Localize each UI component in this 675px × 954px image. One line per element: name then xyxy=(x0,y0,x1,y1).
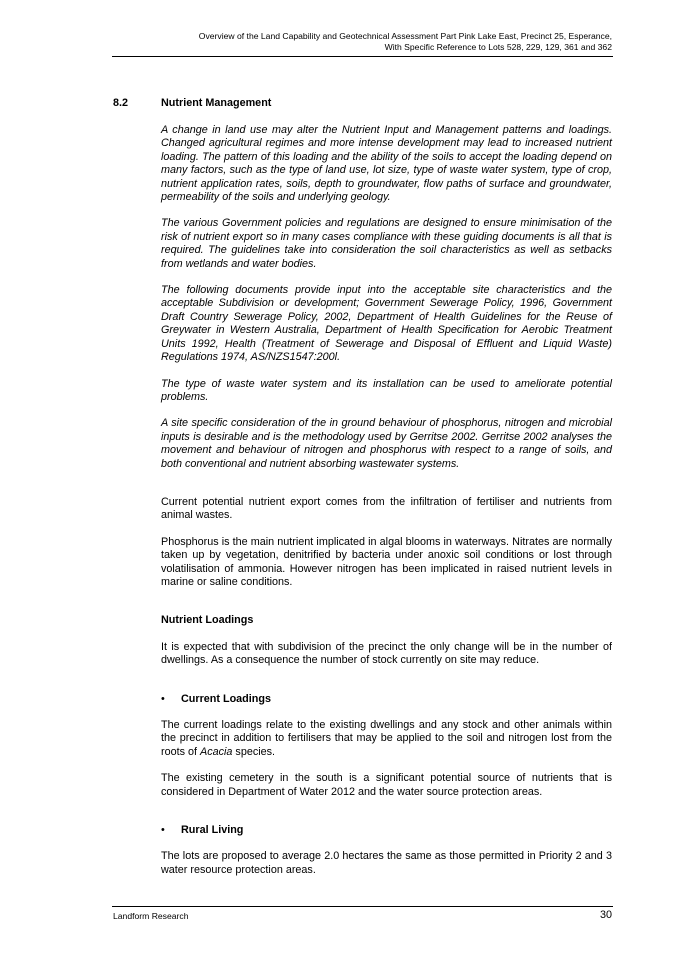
bullet-dot: • xyxy=(161,824,165,837)
paragraph-waste-water-system: The type of waste water system and its installation can be used to ameliorate potential problems. xyxy=(161,377,612,403)
section-title: Nutrient Management xyxy=(161,97,272,109)
footer-rule xyxy=(112,906,613,907)
paragraph-current-export: Current potential nutrient export comes from the infiltration of fertiliser and nutrients from animal wastes. xyxy=(161,495,612,522)
bullet-dot: • xyxy=(161,692,165,705)
paragraph-site-specific: A site specific consideration of the in ground behaviour of phosphorus, nitrogen and microbial inputs is desirable and is the methodology used by Gerritse 2002. Gerritse 2002 analyses the movement and behaviour of nitrogen and phosphorus with respect to a range of soils, and both conventional and nutrient absorbing wastewater systems. xyxy=(161,417,612,470)
bullet-current-loadings xyxy=(161,693,612,706)
paragraph-current-loadings xyxy=(161,719,612,759)
paragraph-cemetery: The existing cemetery in the south is a significant potential source of nutrients that is considered in Department of Water 2012 and the water source protection areas. xyxy=(161,772,612,798)
current-loadings-text-2: species. xyxy=(232,745,276,758)
body-content xyxy=(161,124,612,890)
paragraph-subdivision: It is expected that with subdivision of the precinct the only change will be in the number of dwellings. As a consequence the number of stock currently on site may reduce. xyxy=(161,640,612,667)
bullet-rural-living xyxy=(161,824,612,837)
current-loadings-text-1: The current loadings relate to the existing dwellings and any stock and other animals within the precinct in addition to fertilisers that may be applied to the soil and nitrogen lost from the roots of xyxy=(161,719,612,758)
running-header xyxy=(112,31,612,53)
paragraph-documents: The following documents provide input into the acceptable site characteristics and the acceptable Subdivision or development; Government Sewerage Policy, 1996, Government Draft Country Sewerage Policy, 2002, Department of Health Guidelines for the Reuse of Greywater in Western Australia, Department of Health Specification for Aerobic Treatment Units 1992, Health (Treatment of Sewerage and Disposal of Effluent and Liquid Waste) Regulations 1974, AS/NZS1547:200l. xyxy=(161,284,612,364)
heading-current-loadings: Current Loadings xyxy=(181,692,271,705)
footer-organisation: Landform Research xyxy=(113,911,189,921)
paragraph-nutrient-input: A change in land use may alter the Nutrient Input and Management patterns and loadings. Changed agricultural regimes and more intense development may lead to increased nutrient loading. The pattern of this loading and the ability of the soils to accept the loading depend on many factors, such as the type of land use, lot size, type of waste water system, type of crop, nutrient application rates, soils, depth to groundwater, flow paths of surface and groundwater, permeability of the soils and underlying geology. xyxy=(161,124,612,204)
species-name-acacia: Acacia xyxy=(200,745,233,758)
heading-rural-living: Rural Living xyxy=(181,824,244,837)
page-number: 30 xyxy=(599,909,612,921)
paragraph-rural-living: The lots are proposed to average 2.0 hectares the same as those permitted in Priority 2 and 3 water resource protection areas. xyxy=(161,850,612,876)
header-line-1: Overview of the Land Capability and Geotechnical Assessment Part Pink Lake East, Precinct 25, Esperance, xyxy=(198,31,612,41)
header-rule xyxy=(112,56,613,57)
paragraph-government-policies: The various Government policies and regulations are designed to ensure minimisation of the risk of nutrient export so in many cases compliance with these guiding documents is all that is required. The guidelines take into consideration the soil characteristics as well as setbacks from wetlands and water bodies. xyxy=(161,217,612,270)
header-line-2: With Specific Reference to Lots 528, 229, 129, 361 and 362 xyxy=(384,42,612,53)
paragraph-phosphorus: Phosphorus is the main nutrient implicated in algal blooms in waterways. Nitrates are normally taken up by vegetation, denitrified by bacteria under anoxic soil conditions or lost through volatilisation of ammonia. However nitrogen has been implicated in raised nutrient levels in marine or saline conditions. xyxy=(161,535,612,588)
heading-nutrient-loadings: Nutrient Loadings xyxy=(161,614,254,627)
section-number: 8.2 xyxy=(113,97,129,109)
